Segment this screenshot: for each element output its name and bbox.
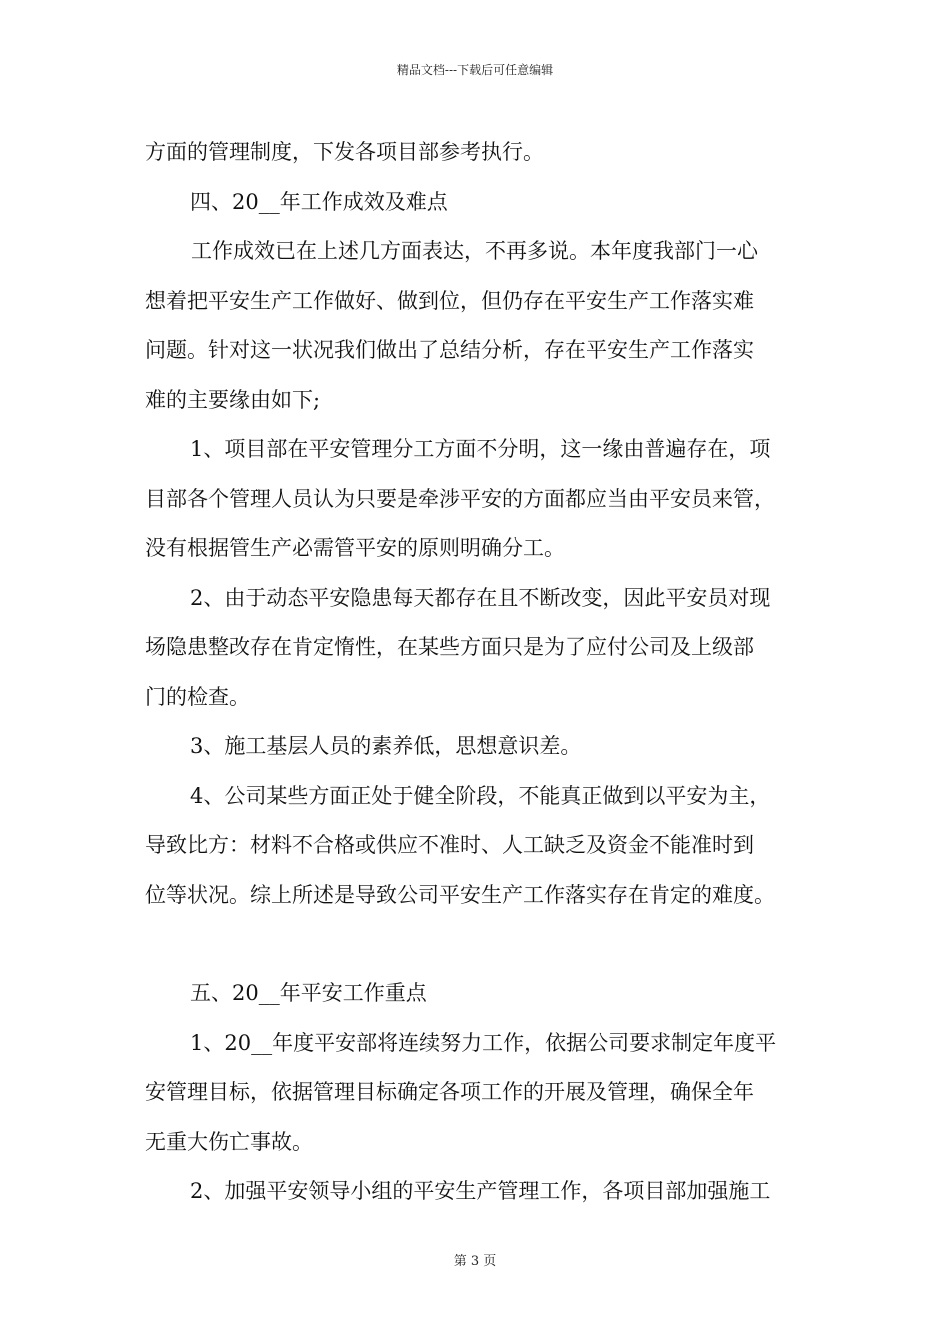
page-number: 第 3 页	[453, 1254, 497, 1269]
body-line: 工作成效已在上述几方面表达，不再多说。本年度我部门一心	[191, 239, 758, 263]
list-item: 2、加强平安领导小组的平安生产管理工作，各项目部加强施工	[190, 1179, 771, 1203]
body-line: 导致比方：材料不合格或供应不准时、人工缺乏及资金不能准时到	[145, 833, 754, 857]
body-line: 门的检查。	[145, 684, 250, 709]
body-line: 目部各个管理人员认为只要是牵涉平安的方面都应当由平安员来管，	[145, 486, 775, 511]
body-line: 方面的管理制度，下发各项目部参考执行。	[145, 140, 544, 164]
section-heading: 四、20__年工作成效及难点	[190, 189, 448, 214]
list-item: 2、由于动态平安隐患每天都存在且不断改变，因此平安员对现	[190, 585, 771, 610]
body-line: 没有根据管生产必需管平安的原则明确分工。	[145, 536, 565, 560]
body-line: 无重大伤亡事故。	[145, 1129, 313, 1154]
body-line: 安管理目标，依据管理目标确定各项工作的开展及管理，确保全年	[145, 1080, 754, 1104]
body-line: 位等状况。综上所述是导致公司平安生产工作落实存在肯定的难度。	[145, 882, 775, 907]
page-header: 精品文档---下载后可任意编辑	[396, 63, 554, 77]
document-body	[145, 128, 825, 1217]
section-heading: 五、20__年平安工作重点	[190, 981, 427, 1005]
list-item: 3、施工基层人员的素养低，思想意识差。	[190, 734, 582, 758]
paragraph-gap	[145, 920, 825, 969]
body-line: 难的主要缘由如下;	[145, 387, 321, 412]
body-line: 场隐患整改存在肯定惰性，在某些方面只是为了应付公司及上级部	[145, 635, 754, 659]
list-item: 1、项目部在平安管理分工方面不分明，这一缘由普遍存在，项	[190, 437, 771, 461]
body-line: 问题。针对这一状况我们做出了总结分析，存在平安生产工作落实	[145, 338, 754, 362]
list-item: 1、20__年度平安部将连续努力工作，依据公司要求制定年度平	[190, 1030, 777, 1055]
list-item: 4、公司某些方面正处于健全阶段，不能真正做到以平安为主，	[190, 783, 771, 808]
body-line: 想着把平安生产工作做好、做到位，但仍存在平安生产工作落实难	[145, 288, 754, 313]
